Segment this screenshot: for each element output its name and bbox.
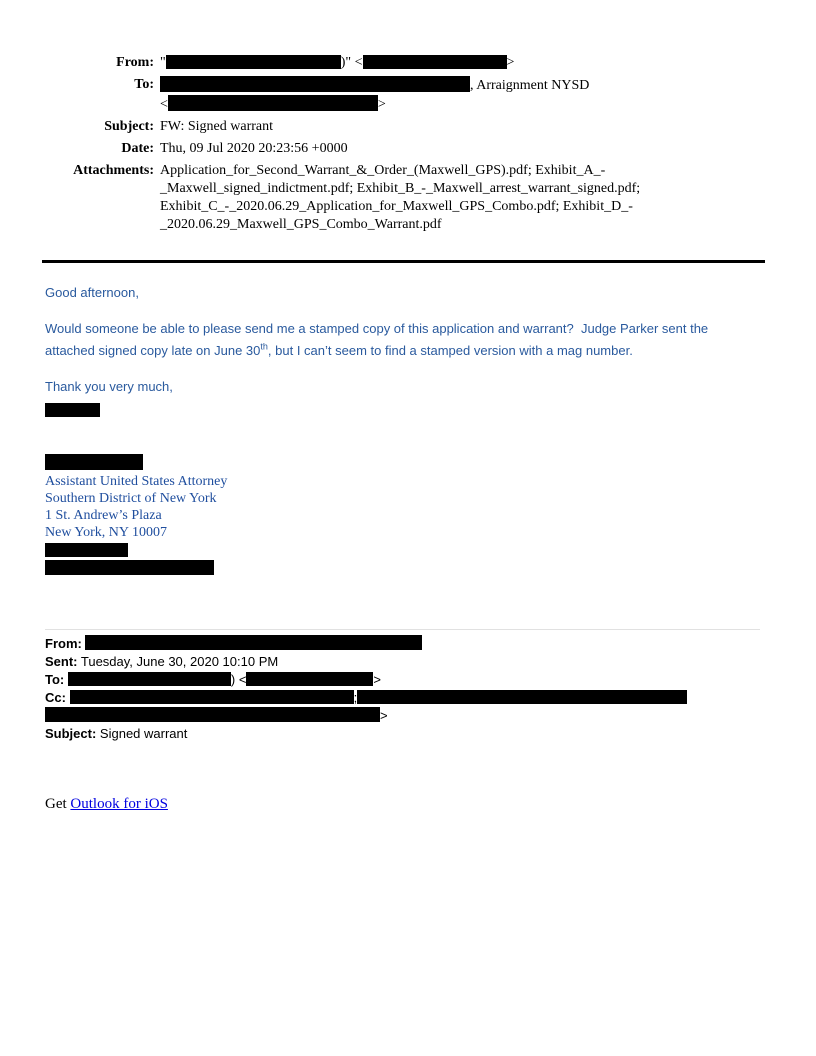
email2-sent-label: Sent:	[45, 654, 78, 669]
to-line2-close-bracket: >	[377, 97, 386, 112]
ordinal-superscript: th	[260, 341, 268, 352]
email1-date-label: Date:	[121, 141, 154, 156]
email1-date-value: Thu, 09 Jul 2020 20:23:56 +0000	[160, 141, 348, 156]
redaction-bar-from-address	[363, 55, 507, 69]
email2-to-close: >	[373, 672, 382, 687]
email2-cc-sep: ;	[353, 690, 358, 705]
email1-attachments-row	[45, 162, 768, 238]
email1-date-row	[45, 140, 768, 162]
to-line2-open-bracket: <	[160, 97, 168, 112]
email1-attachments-value: Application_for_Second_Warrant_&_Order_(Maxwell_GPS).pdf; Exhibit_A_-_Maxwell_signed_indictment.pdf; Exhibit_B_-_Maxwell_arrest_warrant_signed.pdf; Exhibit_C_-_2020.06.29_Application_for_Maxwell_GPS_Combo.pdf; Exhibit_D_-_2020.06.29_Maxwell_GPS_Combo_Warrant.pdf	[160, 163, 644, 232]
redaction-bar-cc-name	[70, 690, 354, 704]
email-body	[45, 282, 727, 417]
email1-to-label: To:	[134, 77, 154, 92]
signature-district: Southern District of New York	[45, 491, 217, 506]
header-divider-thick	[42, 260, 765, 263]
email2-from-label: From:	[45, 636, 82, 651]
request-part1: Would someone be able to please send me a stamped copy of this application and warrant? Judge Parker sent the attached signed copy late on June 30	[45, 321, 712, 358]
email2-cc-label: Cc:	[45, 690, 66, 705]
outlook-for-ios-link[interactable]: Outlook for iOS	[70, 796, 168, 812]
redaction-bar-to2-name	[68, 672, 231, 686]
redaction-bar-to2-address	[246, 672, 373, 686]
request-paragraph	[45, 318, 727, 362]
redaction-bar-phone	[45, 543, 128, 557]
closing-text: Thank you very much,	[45, 379, 173, 394]
from-open-quote: "	[160, 55, 166, 70]
to-suffix-text: , Arraignment NYSD	[470, 78, 590, 93]
email1-to-value	[160, 76, 768, 118]
email1-from-value	[160, 54, 768, 76]
email2-to-mid: ) <	[230, 672, 247, 687]
redaction-bar-sender-name	[45, 403, 100, 417]
email1-header	[45, 54, 768, 238]
request-part2: , but I can’t seem to find a stamped version with a mag number.	[267, 343, 633, 358]
email1-from-row	[45, 54, 768, 76]
signature-title: Assistant United States Attorney	[45, 474, 228, 489]
email1-subject-row	[45, 118, 768, 140]
redaction-bar-to-address	[168, 95, 378, 111]
email2-cc-row	[45, 689, 768, 725]
redaction-bar-from-name	[166, 55, 341, 69]
from-close-bracket: >	[506, 55, 515, 70]
email2-to-row	[45, 671, 768, 689]
email2-sent-row	[45, 653, 768, 671]
email1-from-label: From:	[116, 55, 154, 70]
email2-header	[45, 635, 768, 743]
message-divider-thin	[45, 629, 760, 630]
email1-to-row	[45, 76, 768, 118]
redaction-bar-cc-address1	[357, 690, 687, 704]
outlook-footer	[45, 796, 768, 813]
greeting-text: Good afternoon,	[45, 285, 139, 300]
redaction-bar-email	[45, 560, 214, 575]
email1-attachments-label: Attachments:	[73, 163, 154, 178]
email2-subject-label: Subject:	[45, 726, 97, 741]
redaction-bar-to-name	[160, 76, 470, 92]
get-text: Get	[45, 796, 71, 812]
email2-subject-value: Signed warrant	[99, 726, 188, 741]
redaction-bar-signature-name	[45, 454, 143, 470]
signature-address: 1 St. Andrew’s Plaza	[45, 508, 162, 523]
redaction-bar-from2	[85, 635, 422, 650]
email2-cc-close: >	[380, 708, 388, 723]
email1-subject-value: FW: Signed warrant	[160, 119, 274, 134]
from-mid-text: )" <	[340, 55, 363, 70]
email2-to-label: To:	[45, 672, 65, 687]
redaction-bar-cc-address2	[45, 707, 380, 722]
email2-from-row	[45, 635, 768, 653]
email2-subject-row	[45, 725, 768, 743]
email2-sent-value: Tuesday, June 30, 2020 10:10 PM	[80, 654, 279, 669]
email1-subject-label: Subject:	[104, 119, 154, 134]
signature-city: New York, NY 10007	[45, 525, 167, 540]
signature-block	[45, 454, 768, 575]
